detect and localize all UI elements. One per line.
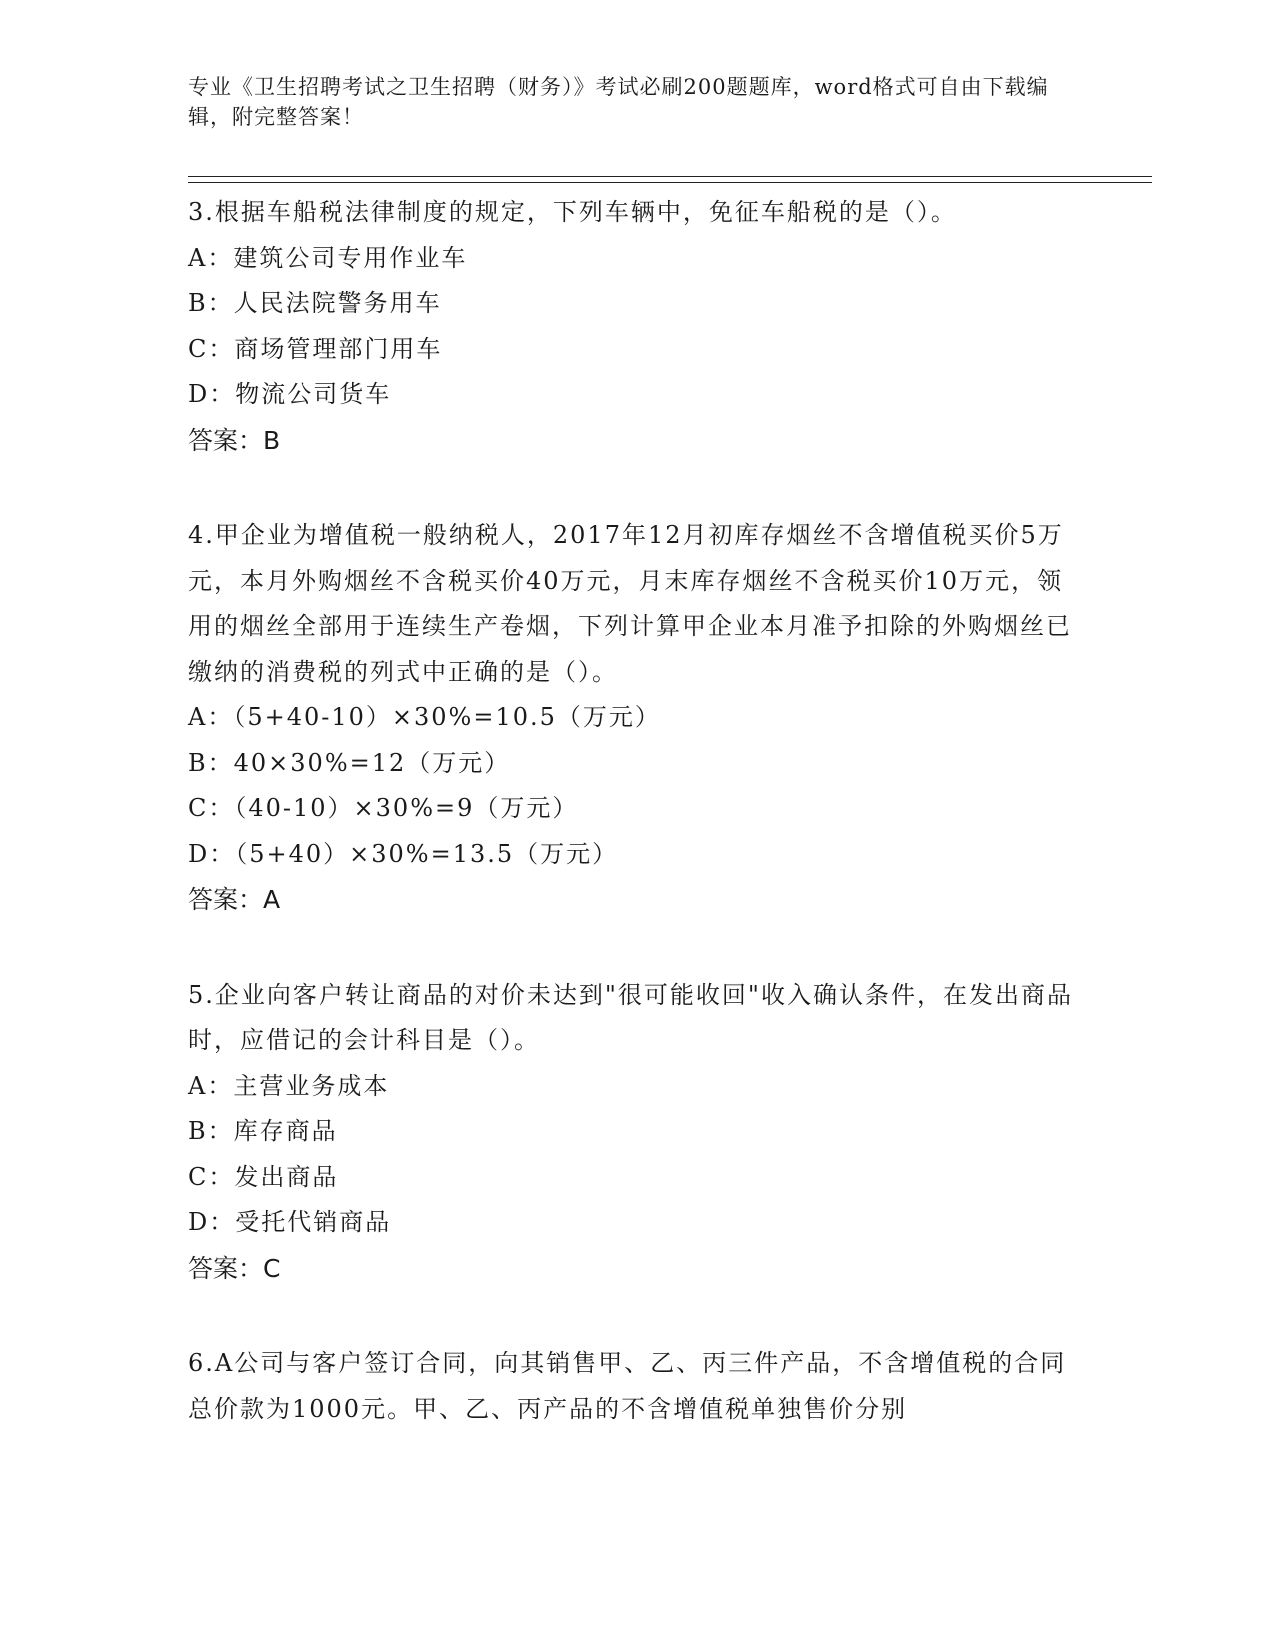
question-stem: 3.根据车船税法律制度的规定，下列车辆中，免征车船税的是（）。 <box>188 198 957 226</box>
header-divider-top <box>188 176 1152 177</box>
option-a: A：主营业务成本 <box>188 1071 390 1100</box>
option-b: B：库存商品 <box>188 1117 338 1145</box>
answer-line: 答案：A <box>188 885 281 914</box>
option-c: C：发出商品 <box>188 1162 339 1191</box>
option-d: D：（5+40）×30%=13.5（万元） <box>188 839 619 868</box>
document-header: 专业《卫生招聘考试之卫生招聘（财务）》考试必刷200题题库，word格式可自由下载编辑，附完整答案！ <box>188 75 1049 129</box>
option-c: C：（40-10）×30%=9（万元） <box>188 794 579 822</box>
question-6 <box>188 1341 1088 1432</box>
header-divider-bottom <box>188 182 1152 183</box>
question-5 <box>188 973 1088 1292</box>
option-b: B：人民法院警务用车 <box>188 289 442 317</box>
option-d: D：物流公司货车 <box>188 380 392 408</box>
option-b: B：40×30%=12（万元） <box>188 748 511 777</box>
answer-line: 答案：C <box>188 1253 281 1283</box>
question-list <box>188 190 1088 1482</box>
option-a: A：（5+40-10）×30%=10.5（万元） <box>188 703 661 731</box>
option-d: D：受托代销商品 <box>188 1208 392 1236</box>
question-4 <box>188 513 1088 923</box>
option-c: C：商场管理部门用车 <box>188 334 443 363</box>
question-stem: 5.企业向客户转让商品的对价未达到"很可能收回"收入确认条件，在发出商品时，应借记的会计科目是（）。 <box>188 980 1073 1054</box>
answer-line: 答案：B <box>188 425 281 455</box>
option-a: A：建筑公司专用作业车 <box>188 243 468 272</box>
question-stem: 4.甲企业为增值税一般纳税人，2017年12月初库存烟丝不含增值税买价5万元，本月外购烟丝不含税买价40万元，月末库存烟丝不含税买价10万元，领用的烟丝全部用于连续生产卷烟，下列计算甲企业本月准予扣除的外购烟丝已缴纳的消费税的列式中正确的是（）。 <box>188 521 1072 686</box>
question-stem: 6.A公司与客户签订合同，向其销售甲、乙、丙三件产品，不含增值税的合同总价款为1000元。甲、乙、丙产品的不含增值税单独售价分别 <box>188 1349 1067 1423</box>
question-3 <box>188 190 1088 463</box>
